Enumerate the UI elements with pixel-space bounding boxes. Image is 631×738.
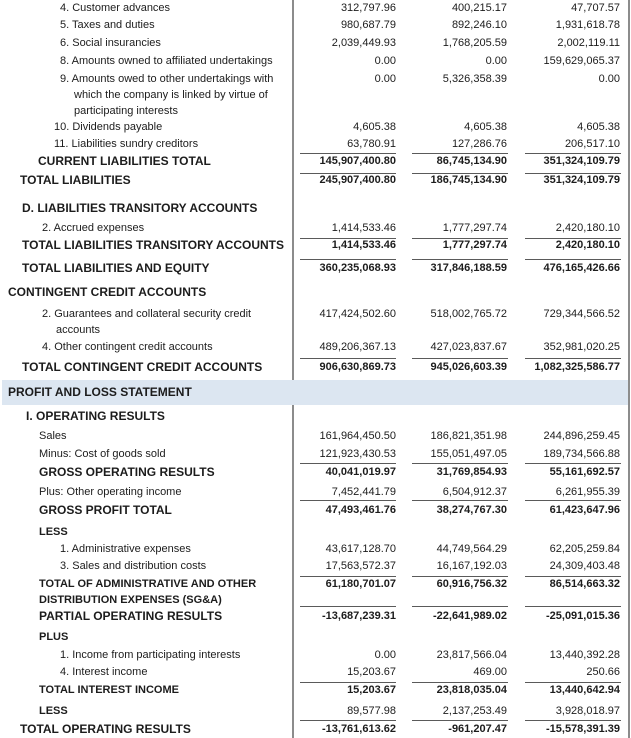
- row-label: 10. Dividends payable: [54, 121, 163, 133]
- value-col1: 0.00: [374, 73, 396, 85]
- value-col1: 15,203.67: [347, 684, 396, 696]
- value-col3: 2,420,180.10: [555, 222, 620, 234]
- value-col1: 0.00: [374, 55, 396, 67]
- value-col1: 40,041,019.97: [325, 466, 396, 478]
- value-col1: 17,563,572.37: [325, 560, 396, 572]
- value-col3: 189,734,566.88: [543, 448, 620, 460]
- row-label: 6. Social insurancies: [60, 37, 161, 49]
- row-label: TOTAL CONTINGENT CREDIT ACCOUNTS: [22, 360, 263, 374]
- value-col3: 13,440,392.28: [549, 649, 620, 661]
- value-col2: 1,777,297.74: [442, 239, 507, 251]
- row-label: LESS: [39, 705, 68, 717]
- section-title: PROFIT AND LOSS STATEMENT: [8, 385, 192, 399]
- value-col3: 352,981,020.25: [543, 341, 620, 353]
- value-col1: 63,780.91: [347, 138, 396, 150]
- value-col3: 4,605.38: [577, 121, 620, 133]
- row-label: CURRENT LIABILITIES TOTAL: [38, 154, 211, 168]
- value-col2: 60,916,756.32: [436, 578, 507, 590]
- value-col1: 7,452,441.79: [331, 486, 396, 498]
- value-col1: 245,907,400.80: [319, 174, 396, 186]
- value-col1: 2,039,449.93: [331, 37, 396, 49]
- value-col1: 489,206,367.13: [319, 341, 396, 353]
- value-col1: 43,617,128.70: [325, 543, 396, 555]
- value-col3: 244,896,259.45: [543, 430, 620, 442]
- subtotal-rule: [412, 500, 508, 501]
- row-label: TOTAL OF ADMINISTRATIVE AND OTHER DISTRIBUTION EXPENSES (SG&A): [39, 578, 257, 606]
- row-label: 2. Guarantees and collateral security credit accounts: [42, 308, 252, 336]
- value-col3: 61,423,647.96: [549, 504, 620, 516]
- value-col3: 206,517.10: [564, 138, 620, 150]
- value-col2: 1,777,297.74: [442, 222, 507, 234]
- value-col3: 86,514,663.32: [549, 578, 620, 590]
- value-col2: 44,749,564.29: [436, 543, 507, 555]
- value-col1: 1,414,533.46: [331, 222, 396, 234]
- value-col1: 980,687.79: [340, 19, 396, 31]
- value-col3: 250.66: [586, 666, 620, 678]
- value-col2: 23,817,566.04: [436, 649, 507, 661]
- row-label: 3. Sales and distribution costs: [60, 560, 207, 572]
- value-col2: -22,641,989.02: [432, 610, 507, 622]
- value-col2: 945,026,603.39: [430, 361, 507, 373]
- value-col2: 0.00: [485, 55, 507, 67]
- value-col3: -15,578,391.39: [545, 723, 620, 735]
- value-col2: 469.00: [473, 666, 507, 678]
- value-col1: -13,761,613.62: [321, 723, 396, 735]
- value-col2: 86,745,134.90: [436, 155, 507, 167]
- row-label: LESS: [39, 526, 68, 538]
- value-col2: 23,818,035.04: [436, 684, 507, 696]
- row-label: 4. Interest income: [60, 666, 148, 678]
- right-border: [628, 0, 630, 738]
- value-col2: 427,023,837.67: [430, 341, 507, 353]
- row-label: Sales: [39, 430, 67, 442]
- row-label: 9. Amounts owed to other undertakings with which the company is linked by virtue of participating interests: [60, 73, 274, 117]
- subtotal-rule: [300, 606, 396, 607]
- value-col3: -25,091,015.36: [545, 610, 620, 622]
- value-col2: 1,768,205.59: [442, 37, 507, 49]
- value-col3: 729,344,566.52: [543, 308, 620, 320]
- value-col3: 476,165,426.66: [543, 262, 620, 274]
- value-col1: 1,414,533.46: [331, 239, 396, 251]
- section-heading: D. LIABILITIES TRANSITORY ACCOUNTS: [22, 201, 258, 215]
- value-col2: 6,504,912.37: [442, 486, 507, 498]
- value-col1: 0.00: [374, 649, 396, 661]
- value-col2: 31,769,854.93: [436, 466, 507, 478]
- value-col1: 89,577.98: [347, 705, 396, 717]
- row-label: 2. Accrued expenses: [42, 222, 145, 234]
- value-col2: 5,326,358.39: [442, 73, 507, 85]
- value-col2: 186,821,351.98: [430, 430, 507, 442]
- row-label: 1. Administrative expenses: [60, 543, 191, 555]
- value-col3: 24,309,403.48: [549, 560, 620, 572]
- value-col1: 312,797.96: [340, 2, 396, 14]
- subtotal-rule: [525, 500, 621, 501]
- value-col2: 518,002,765.72: [430, 308, 507, 320]
- value-col3: 159,629,065.37: [543, 55, 620, 67]
- value-col1: -13,687,239.31: [321, 610, 396, 622]
- value-col1: 417,424,502.60: [319, 308, 396, 320]
- value-col2: 4,605.38: [464, 121, 507, 133]
- value-col3: 6,261,955.39: [555, 486, 620, 498]
- value-col1: 4,605.38: [353, 121, 396, 133]
- value-col1: 906,630,869.73: [319, 361, 396, 373]
- value-col1: 47,493,461.76: [325, 504, 396, 516]
- value-col2: 127,286.76: [451, 138, 507, 150]
- value-col2: 317,846,188.59: [430, 262, 507, 274]
- value-col2: -961,207.47: [448, 723, 507, 735]
- row-label: TOTAL LIABILITIES: [20, 173, 131, 187]
- row-label: TOTAL LIABILITIES AND EQUITY: [22, 261, 210, 275]
- row-label: TOTAL OPERATING RESULTS: [20, 722, 191, 736]
- row-label: PLUS: [39, 631, 69, 643]
- value-col3: 47,707.57: [571, 2, 620, 14]
- value-col1: 15,203.67: [347, 666, 396, 678]
- subtotal-rule: [525, 606, 621, 607]
- subtotal-rule: [412, 606, 508, 607]
- value-col3: 1,931,618.78: [555, 19, 620, 31]
- value-col3: 13,440,642.94: [549, 684, 620, 696]
- value-col3: 351,324,109.79: [543, 155, 620, 167]
- value-col2: 2,137,253.49: [442, 705, 507, 717]
- row-label: 8. Amounts owned to affiliated undertakings: [60, 55, 273, 67]
- row-label: 5. Taxes and duties: [60, 19, 155, 31]
- value-col2: 16,167,192.03: [436, 560, 507, 572]
- subtotal-rule: [300, 500, 396, 501]
- row-label: PARTIAL OPERATING RESULTS: [39, 609, 223, 623]
- value-col3: 62,205,259.84: [549, 543, 620, 555]
- value-col2: 892,246.10: [451, 19, 507, 31]
- value-col2: 186,745,134.90: [430, 174, 507, 186]
- value-col3: 1,082,325,586.77: [534, 361, 620, 373]
- row-label: TOTAL LIABILITIES TRANSITORY ACCOUNTS: [22, 238, 285, 252]
- section-heading: I. OPERATING RESULTS: [26, 409, 165, 423]
- value-col1: 360,235,068.93: [319, 262, 396, 274]
- value-col1: 161,964,450.50: [319, 430, 396, 442]
- value-col3: 3,928,018.97: [555, 705, 620, 717]
- value-col1: 121,923,430.53: [319, 448, 396, 460]
- value-col3: 351,324,109.79: [543, 174, 620, 186]
- row-label: Minus: Cost of goods sold: [39, 448, 166, 460]
- section-heading: CONTINGENT CREDIT ACCOUNTS: [8, 285, 207, 299]
- row-label: 4. Other contingent credit accounts: [42, 341, 213, 353]
- row-label: Plus: Other operating income: [39, 486, 182, 498]
- value-col3: 2,002,119.11: [557, 37, 620, 49]
- value-col3: 0.00: [598, 73, 620, 85]
- row-label: 11. Liabilities sundry creditors: [54, 138, 199, 150]
- value-col2: 400,215.17: [451, 2, 507, 14]
- row-label: TOTAL INTEREST INCOME: [39, 684, 179, 696]
- row-label: GROSS OPERATING RESULTS: [39, 465, 215, 479]
- value-col1: 61,180,701.07: [325, 578, 396, 590]
- row-label: 1. Income from participating interests: [60, 649, 241, 661]
- row-label: 4. Customer advances: [60, 2, 171, 14]
- value-col1: 145,907,400.80: [319, 155, 396, 167]
- value-col3: 55,161,692.57: [549, 466, 620, 478]
- value-col2: 38,274,767.30: [436, 504, 507, 516]
- row-label: GROSS PROFIT TOTAL: [39, 503, 172, 517]
- value-col2: 155,051,497.05: [430, 448, 507, 460]
- value-col3: 2,420,180.10: [555, 239, 620, 251]
